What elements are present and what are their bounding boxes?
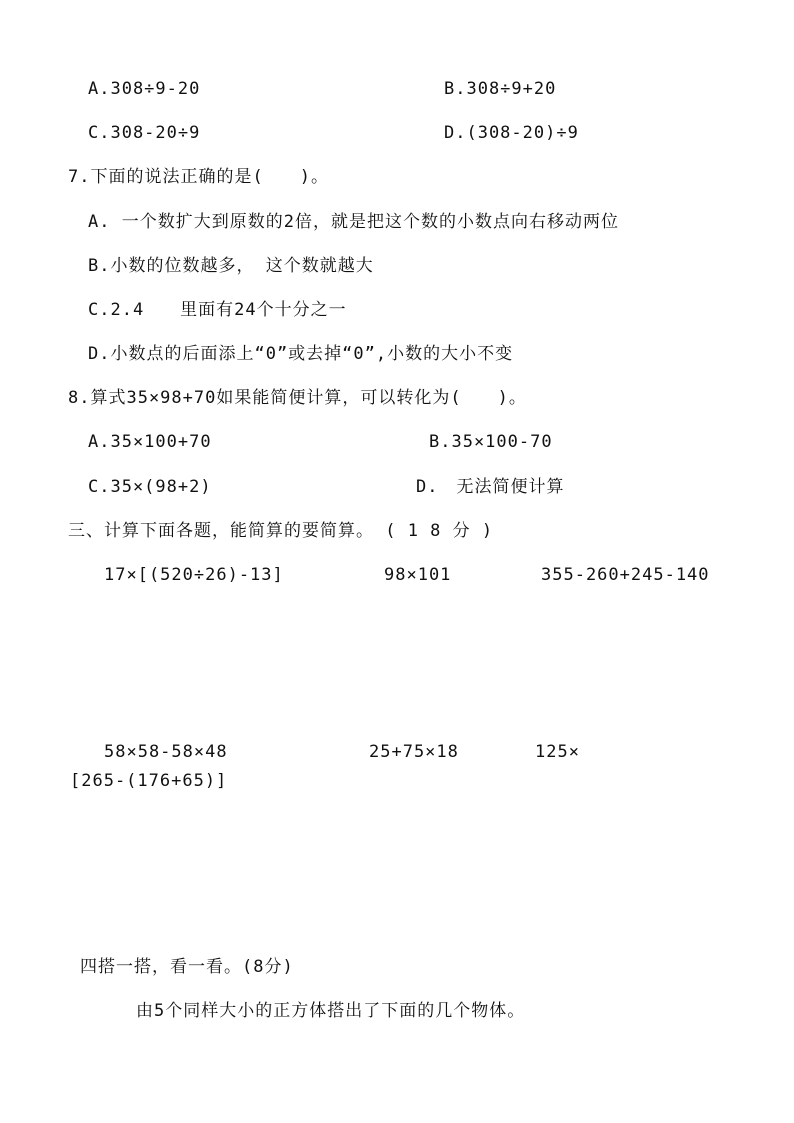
option-c: C.308-20÷9: [88, 123, 201, 143]
option-c: C.2.4 里面有24个十分之一: [88, 300, 347, 320]
question-stem: 7.下面的说法正确的是( )。: [68, 167, 329, 187]
option-a: A. 一个数扩大到原数的2倍，就是把这个数的小数点向右移动两位: [88, 212, 619, 232]
option-c: C.35×(98+2): [88, 477, 212, 497]
calc-problem: 58×58-58×48: [104, 742, 228, 762]
calc-problem: 125×: [535, 742, 580, 762]
calc-problem: 17×[(520÷26)-13]: [104, 565, 284, 585]
option-b: B.308÷9+20: [444, 79, 557, 99]
calc-problem: 98×101: [384, 565, 452, 585]
option-b: B.35×100-70: [429, 432, 553, 452]
option-b: B.小数的位数越多， 这个数就越大: [88, 256, 374, 276]
option-d: D. 无法简便计算: [416, 477, 565, 497]
calc-problem: 25+75×18: [369, 742, 459, 762]
calc-problem: 355-260+245-140: [541, 565, 710, 585]
section-heading: 四搭一搭，看一看。(8分): [80, 957, 294, 977]
option-d: D.小数点的后面添上“0”或去掉“0”,小数的大小不变: [88, 344, 514, 364]
calc-problem-continued: [265-(176+65)]: [70, 771, 228, 791]
option-d: D.(308-20)÷9: [444, 123, 579, 143]
option-a: A.308÷9-20: [88, 79, 201, 99]
section-heading: 三、计算下面各题，能简算的要简算。 ( 1 8 分 ): [68, 521, 494, 541]
section-text: 由5个同样大小的正方体搭出了下面的几个物体。: [136, 1001, 526, 1021]
option-a: A.35×100+70: [88, 432, 212, 452]
question-stem: 8.算式35×98+70如果能简便计算，可以转化为( )。: [68, 388, 527, 408]
